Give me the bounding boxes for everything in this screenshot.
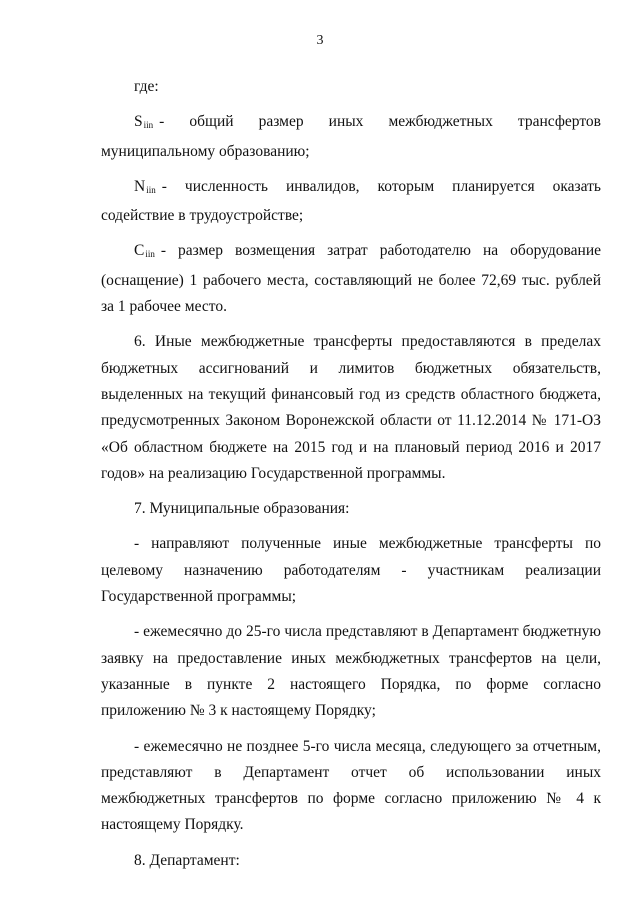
symbol-subscript: iin xyxy=(146,184,156,195)
symbol-subscript: iin xyxy=(145,249,155,260)
paragraph-7-item-2: - ежемесячно до 25-го числа представляют в Департамент бюджетную заявку на предоставление иных межбюджетных трансфертов на цели, указанные в пункте 2 настоящего Порядка, по форме согласно приложению № 3 к настоящему Порядку; xyxy=(101,623,601,720)
intro-text: где: xyxy=(134,78,159,95)
symbol: N xyxy=(134,177,146,195)
definition-text: - размер возмещения затрат работодателю на оборудование (оснащение) 1 рабочего места, составляющий не более 72,69 тыс. рублей за 1 рабочее место. xyxy=(101,242,601,316)
paragraph-6: 6. Иные межбюджетные трансферты предоставляются в пределах бюджетных ассигнований и лимитов бюджетных обязательств, выделенных на текущий финансовый год из средств областного бюджета, предусмотренных Законом Воронежской области от 11.12.2014 № 171-ОЗ «Об областном бюджете на 2015 год и на плановый период 2016 и 2017 годов» на реализацию Государственной программы. xyxy=(101,333,601,482)
definition-s-iin xyxy=(101,109,601,165)
definition-text: - общий размер иных межбюджетных трансфертов муниципальному образованию; xyxy=(101,113,601,160)
document-body xyxy=(101,74,601,883)
definition-text: - численность инвалидов, которым планируется оказать содействие в трудоустройстве; xyxy=(101,177,601,225)
paragraph-7: 7. Муниципальные образования: xyxy=(134,500,350,518)
paragraph-7-item-3: - ежемесячно не позднее 5-го числа месяца, следующего за отчетным, представляют в Департамент отчет об использовании иных межбюджетных трансфертов по форме согласно приложению № 4 к настоящему Порядку. xyxy=(101,737,601,834)
paragraph-7-item-1: - направляют полученные иные межбюджетные трансферты по целевому назначению работодателям - участникам реализации Государственной программы; xyxy=(101,535,601,606)
paragraph-8: 8. Департамент: xyxy=(134,851,240,869)
symbol: S xyxy=(134,113,143,131)
definition-c-iin xyxy=(101,238,601,320)
page-number: 3 xyxy=(316,33,324,48)
symbol-subscript: iin xyxy=(143,120,154,131)
symbol: C xyxy=(134,242,145,260)
definition-n-iin xyxy=(101,174,601,230)
